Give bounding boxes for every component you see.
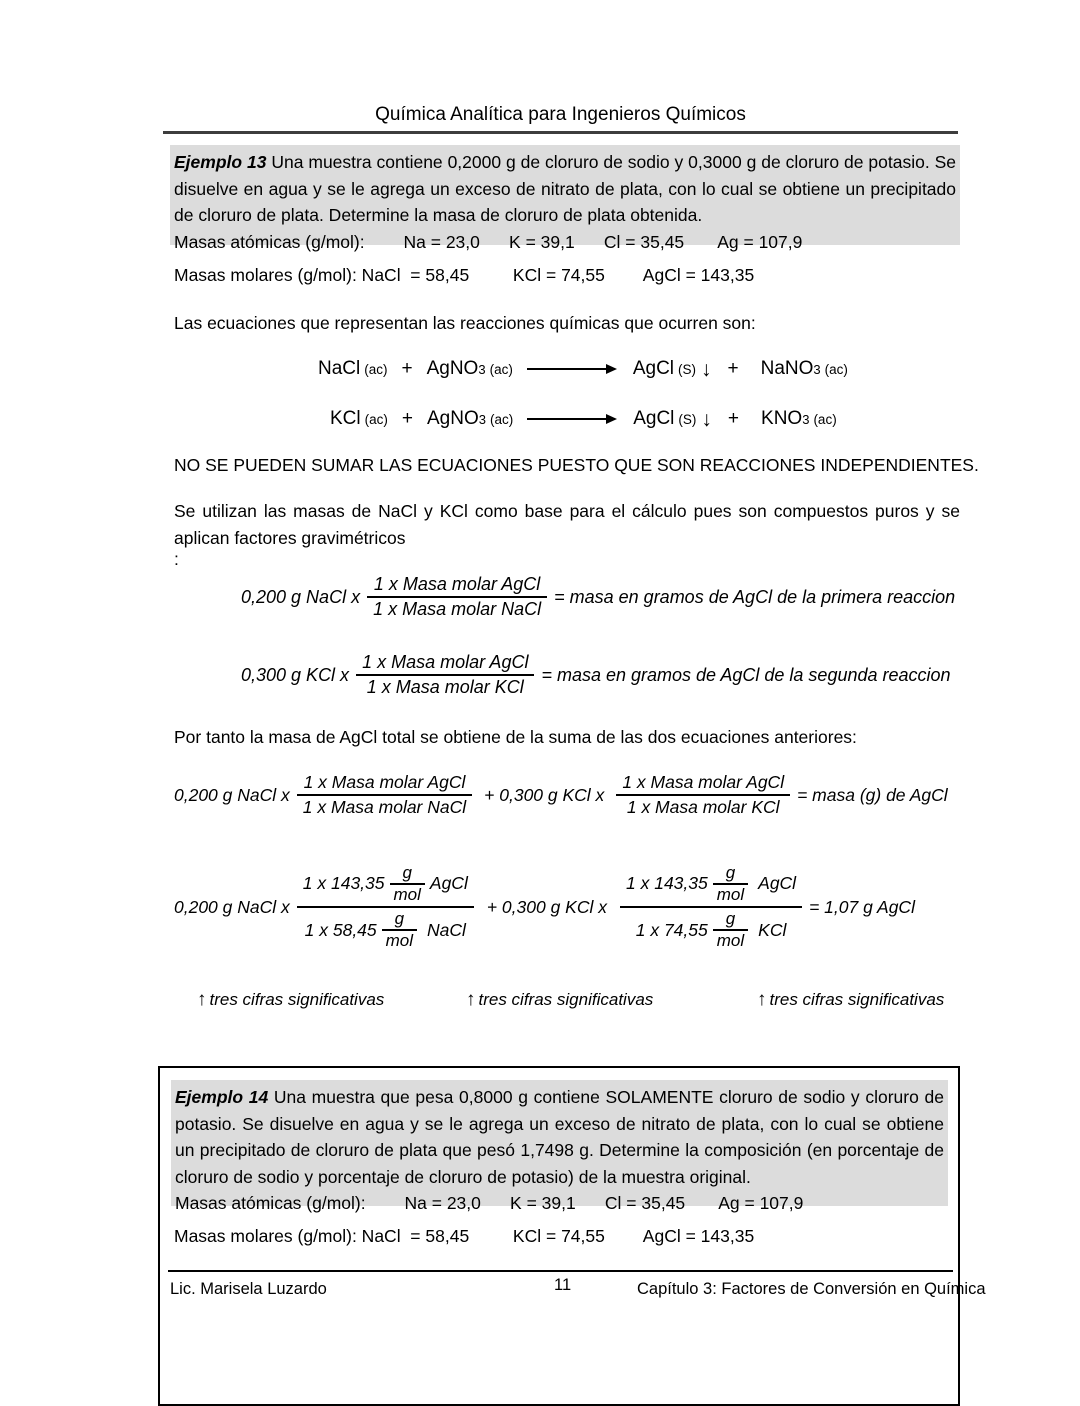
up-arrow-icon: ↑ [757, 989, 767, 1010]
footer-author: Lic. Marisela Luzardo [170, 1280, 327, 1298]
ejemplo-13-statement-box [170, 145, 960, 252]
equation-numeric-term2-numerator [620, 862, 802, 906]
unit-numerator-g: g [725, 909, 736, 929]
reaction-1-product-2: NaNO [760, 358, 814, 379]
header-divider [163, 131, 958, 134]
reaction-2-plus-1: + [401, 408, 413, 429]
term2-den-coefficient: 1 x 74,55 [635, 919, 708, 940]
term1-den-unit-fraction [382, 909, 417, 951]
ejemplo-14-molar-masses: Masas molares (g/mol): NaCl = 58,45 KCl = 74,55 AgCl = 143,35 [174, 1226, 755, 1246]
term2-num-species: AgCl [758, 873, 797, 894]
term1-den-species: NaCl [427, 919, 466, 940]
equation-nacl-fraction [367, 573, 547, 621]
unit-denominator-mol: mol [716, 931, 745, 951]
ejemplo-13-label: Ejemplo 13 [174, 152, 267, 172]
reaction-2-reactant-2-state: (ac) [489, 411, 514, 427]
term1-num-coefficient: 1 x 143,35 [302, 873, 385, 894]
term1-den-coefficient: 1 x 58,45 [304, 919, 377, 940]
term2-num-coefficient: 1 x 143,35 [626, 873, 708, 894]
equation-kcl-factor [241, 651, 951, 699]
reaction-2-reactant-1-state: (ac) [364, 411, 388, 427]
intro-equations-text: Las ecuaciones que representan las reacciones químicas que ocurren son: [174, 313, 756, 333]
unit-denominator-mol: mol [393, 884, 421, 904]
equation-sum-term1-prefix: 0,200 g NaCl x [174, 784, 290, 805]
ejemplo-14-label: Ejemplo 14 [175, 1087, 269, 1107]
unit-denominator-mol: mol [716, 884, 745, 904]
equation-numeric-term1-denominator [299, 908, 472, 952]
reaction-2-reactant-2: AgNO [426, 408, 479, 429]
term2-den-unit-fraction [713, 909, 748, 951]
equation-sum-term1-denominator: 1 x Masa molar NaCl [302, 797, 467, 817]
ejemplo-14-body: Una muestra que pesa 0,8000 g contiene SOLAMENTE cloruro de sodio y cloruro de potasio. Se disuelve en agua y se le agrega un exceso de nitrato de plata, con lo cual se obtiene un precipitado de cloruro de plata que pesó 1,7498 g. Determine la composición (en porcentaje de cloruro de sodio y porcentaje de cloruro de potasio) de la muestra original. [175, 1087, 944, 1187]
unit-denominator-mol: mol [385, 931, 414, 951]
paragraph-factores-gravimetricos: Se utilizan las masas de NaCl y KCl como base para el cálculo pues son compuestos puros y se aplican factores gravimétricos [174, 501, 960, 548]
sigfig-note-3-label: tres cifras significativas [769, 990, 945, 1009]
paragraph-por-tanto: Por tanto la masa de AgCl total se obtiene de la suma de las dos ecuaciones anteriores: [174, 727, 857, 747]
equation-kcl-denominator: 1 x Masa molar KCl [366, 677, 524, 697]
footer-divider [168, 1270, 953, 1272]
reaction-1-reactant-2: AgNO [426, 358, 479, 379]
up-arrow-icon: ↑ [466, 989, 476, 1010]
reaction-2-product-1: AgCl [633, 408, 675, 429]
ejemplo-13-atomic-masses: Masas atómicas (g/mol): Na = 23,0 K = 39,1 Cl = 35,45 Ag = 107,9 [174, 231, 803, 252]
equation-numeric-joiner: + 0,300 g KCl x [486, 896, 607, 917]
equation-kcl-prefix: 0,300 g KCl x [241, 664, 350, 685]
equation-numeric-term1-fraction [297, 862, 474, 952]
equation-nacl-prefix: 0,200 g NaCl x [241, 586, 361, 607]
reaction-1-reactant-1: NaCl [318, 358, 361, 379]
unit-numerator-g: g [394, 909, 405, 929]
reaction-arrow-icon [527, 362, 619, 376]
equation-numeric-term1-numerator [297, 862, 474, 906]
note-no-sumar: NO SE PUEDEN SUMAR LAS ECUACIONES PUESTO QUE SON REACCIONES INDEPENDIENTES. [174, 455, 979, 475]
reaction-equation-1 [318, 358, 848, 380]
equation-kcl-fraction [356, 651, 534, 699]
sigfig-note-2-label: tres cifras significativas [478, 990, 654, 1009]
molar-masses-line-1: Masas molares (g/mol): NaCl = 58,45 KCl = 74,55 AgCl = 143,35 [174, 265, 755, 285]
up-arrow-icon: ↑ [197, 989, 207, 1010]
equation-sum-term2-fraction [616, 771, 790, 819]
precipitate-down-arrow-icon: ↓ [701, 357, 712, 381]
precipitate-down-arrow-icon: ↓ [701, 407, 712, 431]
reaction-2-product-2-subscript: 3 [802, 411, 810, 427]
equation-nacl-numerator: 1 x Masa molar AgCl [373, 574, 541, 594]
equation-kcl-result: = masa en gramos de AgCl de la segunda reaccion [541, 664, 951, 685]
term2-num-unit-fraction [713, 863, 748, 905]
sigfig-note-3 [757, 989, 944, 1011]
reaction-1-product-2-state: (ac) [824, 361, 848, 377]
reaction-1-reactant-2-subscript: 3 [478, 361, 486, 377]
equation-sum-term2-denominator: 1 x Masa molar KCl [626, 797, 780, 817]
reaction-2-reactant-1: KCl [330, 408, 361, 429]
unit-numerator-g: g [402, 863, 412, 882]
reaction-1-reactant-1-state: (ac) [364, 361, 388, 377]
reaction-1-plus-2: + [727, 358, 739, 379]
ejemplo-14-statement-box [171, 1080, 948, 1213]
equation-sum-result: = masa (g) de AgCl [797, 784, 948, 805]
equation-numeric-term2-fraction [620, 862, 802, 952]
sigfig-note-2 [466, 989, 653, 1011]
reaction-1-product-1-state: (S) [678, 361, 697, 377]
reaction-2-product-2: KNO [761, 408, 803, 429]
sigfig-note-1-label: tres cifras significativas [209, 990, 385, 1009]
equation-kcl-numerator: 1 x Masa molar AgCl [362, 652, 529, 672]
reaction-2-product-2-state: (ac) [813, 411, 837, 427]
reaction-1-reactant-2-state: (ac) [489, 361, 513, 377]
equation-sum-term1-numerator: 1 x Masa molar AgCl [303, 772, 466, 792]
reaction-equation-2 [330, 408, 837, 430]
ejemplo-14-statement [171, 1080, 948, 1190]
colon-line: : [174, 549, 179, 569]
reaction-2-reactant-2-subscript: 3 [478, 411, 486, 427]
ejemplo-14-atomic-masses: Masas atómicas (g/mol): Na = 23,0 K = 39,1 Cl = 35,45 Ag = 107,9 [175, 1193, 804, 1213]
reaction-1-plus-1: + [401, 358, 413, 379]
reaction-1-product-1: AgCl [632, 358, 675, 379]
equation-sum-joiner: + 0,300 g KCl x [484, 784, 605, 805]
reaction-1-product-2-subscript: 3 [813, 361, 821, 377]
page-header-title: Química Analítica para Ingenieros Químicos [375, 104, 746, 125]
equation-numeric-term2-denominator [630, 908, 793, 952]
equation-nacl-denominator: 1 x Masa molar NaCl [373, 599, 542, 619]
term2-den-species: KCl [758, 919, 787, 940]
equation-sum-term2-numerator: 1 x Masa molar AgCl [622, 772, 785, 792]
term1-num-species: AgCl [429, 873, 468, 894]
equation-sum-symbolic [174, 771, 948, 819]
term1-num-unit-fraction [390, 863, 425, 905]
equation-numeric-term1-prefix: 0,200 g NaCl x [174, 896, 290, 917]
equation-nacl-factor [241, 573, 955, 621]
equation-sum-term1-fraction [297, 771, 472, 819]
footer-chapter: Capítulo 3: Factores de Conversión en Química [637, 1280, 986, 1298]
equation-numeric-result: = 1,07 g AgCl [809, 896, 915, 917]
reaction-2-plus-2: + [727, 408, 740, 429]
footer-page-number: 11 [554, 1276, 572, 1294]
equation-numeric-evaluation [174, 862, 915, 952]
reaction-arrow-icon [527, 412, 619, 426]
ejemplo-13-statement [170, 145, 960, 229]
ejemplo-13-body: Una muestra contiene 0,2000 g de cloruro de sodio y 0,3000 g de cloruro de potasio. Se disuelve en agua y se le agrega un exceso de nitrato de plata, con lo cual se obtiene un precipitado de cloruro de plata. Determine la masa de cloruro de plata obtenida. [174, 152, 957, 225]
sigfig-note-1 [197, 989, 384, 1011]
equation-nacl-result: = masa en gramos de AgCl de la primera reaccion [554, 586, 956, 607]
unit-numerator-g: g [725, 863, 736, 882]
reaction-2-product-1-state: (S) [678, 411, 697, 427]
